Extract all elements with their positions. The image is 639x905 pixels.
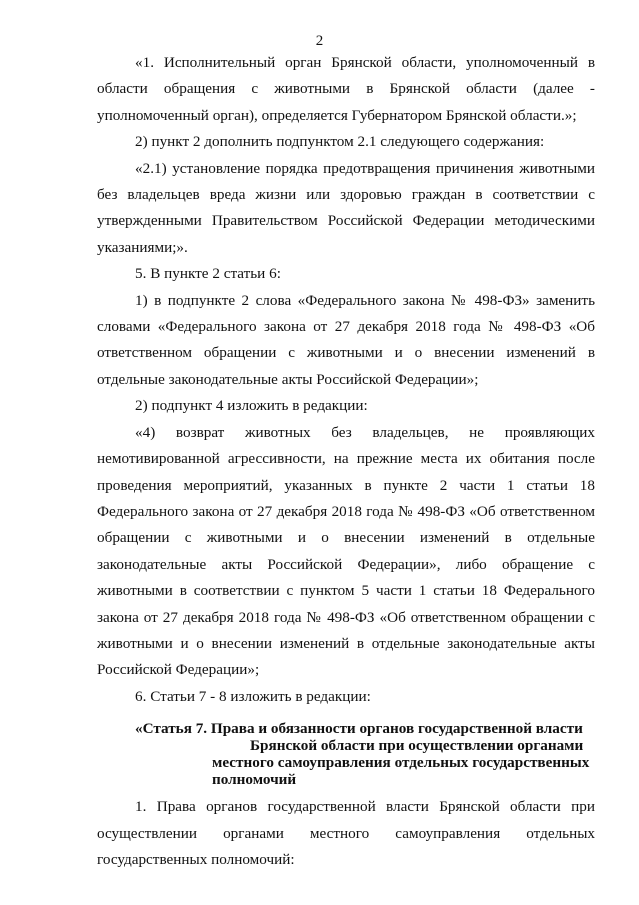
paragraph: «4) возврат животных без владельцев, не проявляющих немотивированной агрессивности, на прежние места их обитания после проведения мероприятий, указанных в пункте 2 части 1 статьи 18 Федерального закона от 27 декабря 2018 года № 498-ФЗ «Об ответственном обращении с животными и о внесении изменений в отдельные законодательные акты Российской Федерации», либо обращение с животными в соответствии с пунктом 5 части 1 статьи 18 Федерального закона от 27 декабря 2018 года № 498-ФЗ «Об ответственном обращении с животными и о внесении изменений в отдельные законодательные акты Российской Федерации»;	[97, 423, 595, 679]
paragraph: «1. Исполнительный орган Брянской области, уполномоченный в области обращения с животными в Брянской области (далее - уполномоченный орган), определяется Губернатором Брянской области.»;	[97, 54, 595, 124]
paragraph: 1. Права органов государственной власти Брянской области при осуществлении органами местного самоуправления отдельных государственных полномочий:	[97, 798, 595, 868]
paragraph: 2) пункт 2 дополнить подпунктом 2.1 следующего содержания:	[135, 133, 545, 151]
article-heading-first-line: «Статья 7. Права и обязанности органов государственной власти	[135, 720, 583, 738]
paragraph: 5. В пункте 2 статьи 6:	[135, 265, 281, 283]
paragraph: «2.1) установление порядка предотвращения причинения животными без владельцев вреда жизни или здоровью граждан в соответствии с утвержденными Правительством Российской Федерации методическими указаниями;».	[97, 159, 595, 256]
article-heading	[97, 720, 595, 788]
paragraph: 6. Статьи 7 - 8 изложить в редакции:	[135, 687, 371, 705]
paragraph: 2) подпункт 4 изложить в редакции:	[135, 397, 368, 415]
article-heading-continuation: Брянской области при осуществлении органами местного самоуправления отдельных государственных полномочий	[212, 737, 590, 789]
document-body	[97, 50, 595, 873]
paragraph: 1) в подпункте 2 слова «Федерального закона № 498-ФЗ» заменить словами «Федерального закона от 27 декабря 2018 года № 498-ФЗ «Об ответственном обращении с животными и о внесении изменений в отдельные законодательные акты Российской Федерации»;	[97, 291, 595, 388]
page-number: 2	[315, 33, 324, 49]
